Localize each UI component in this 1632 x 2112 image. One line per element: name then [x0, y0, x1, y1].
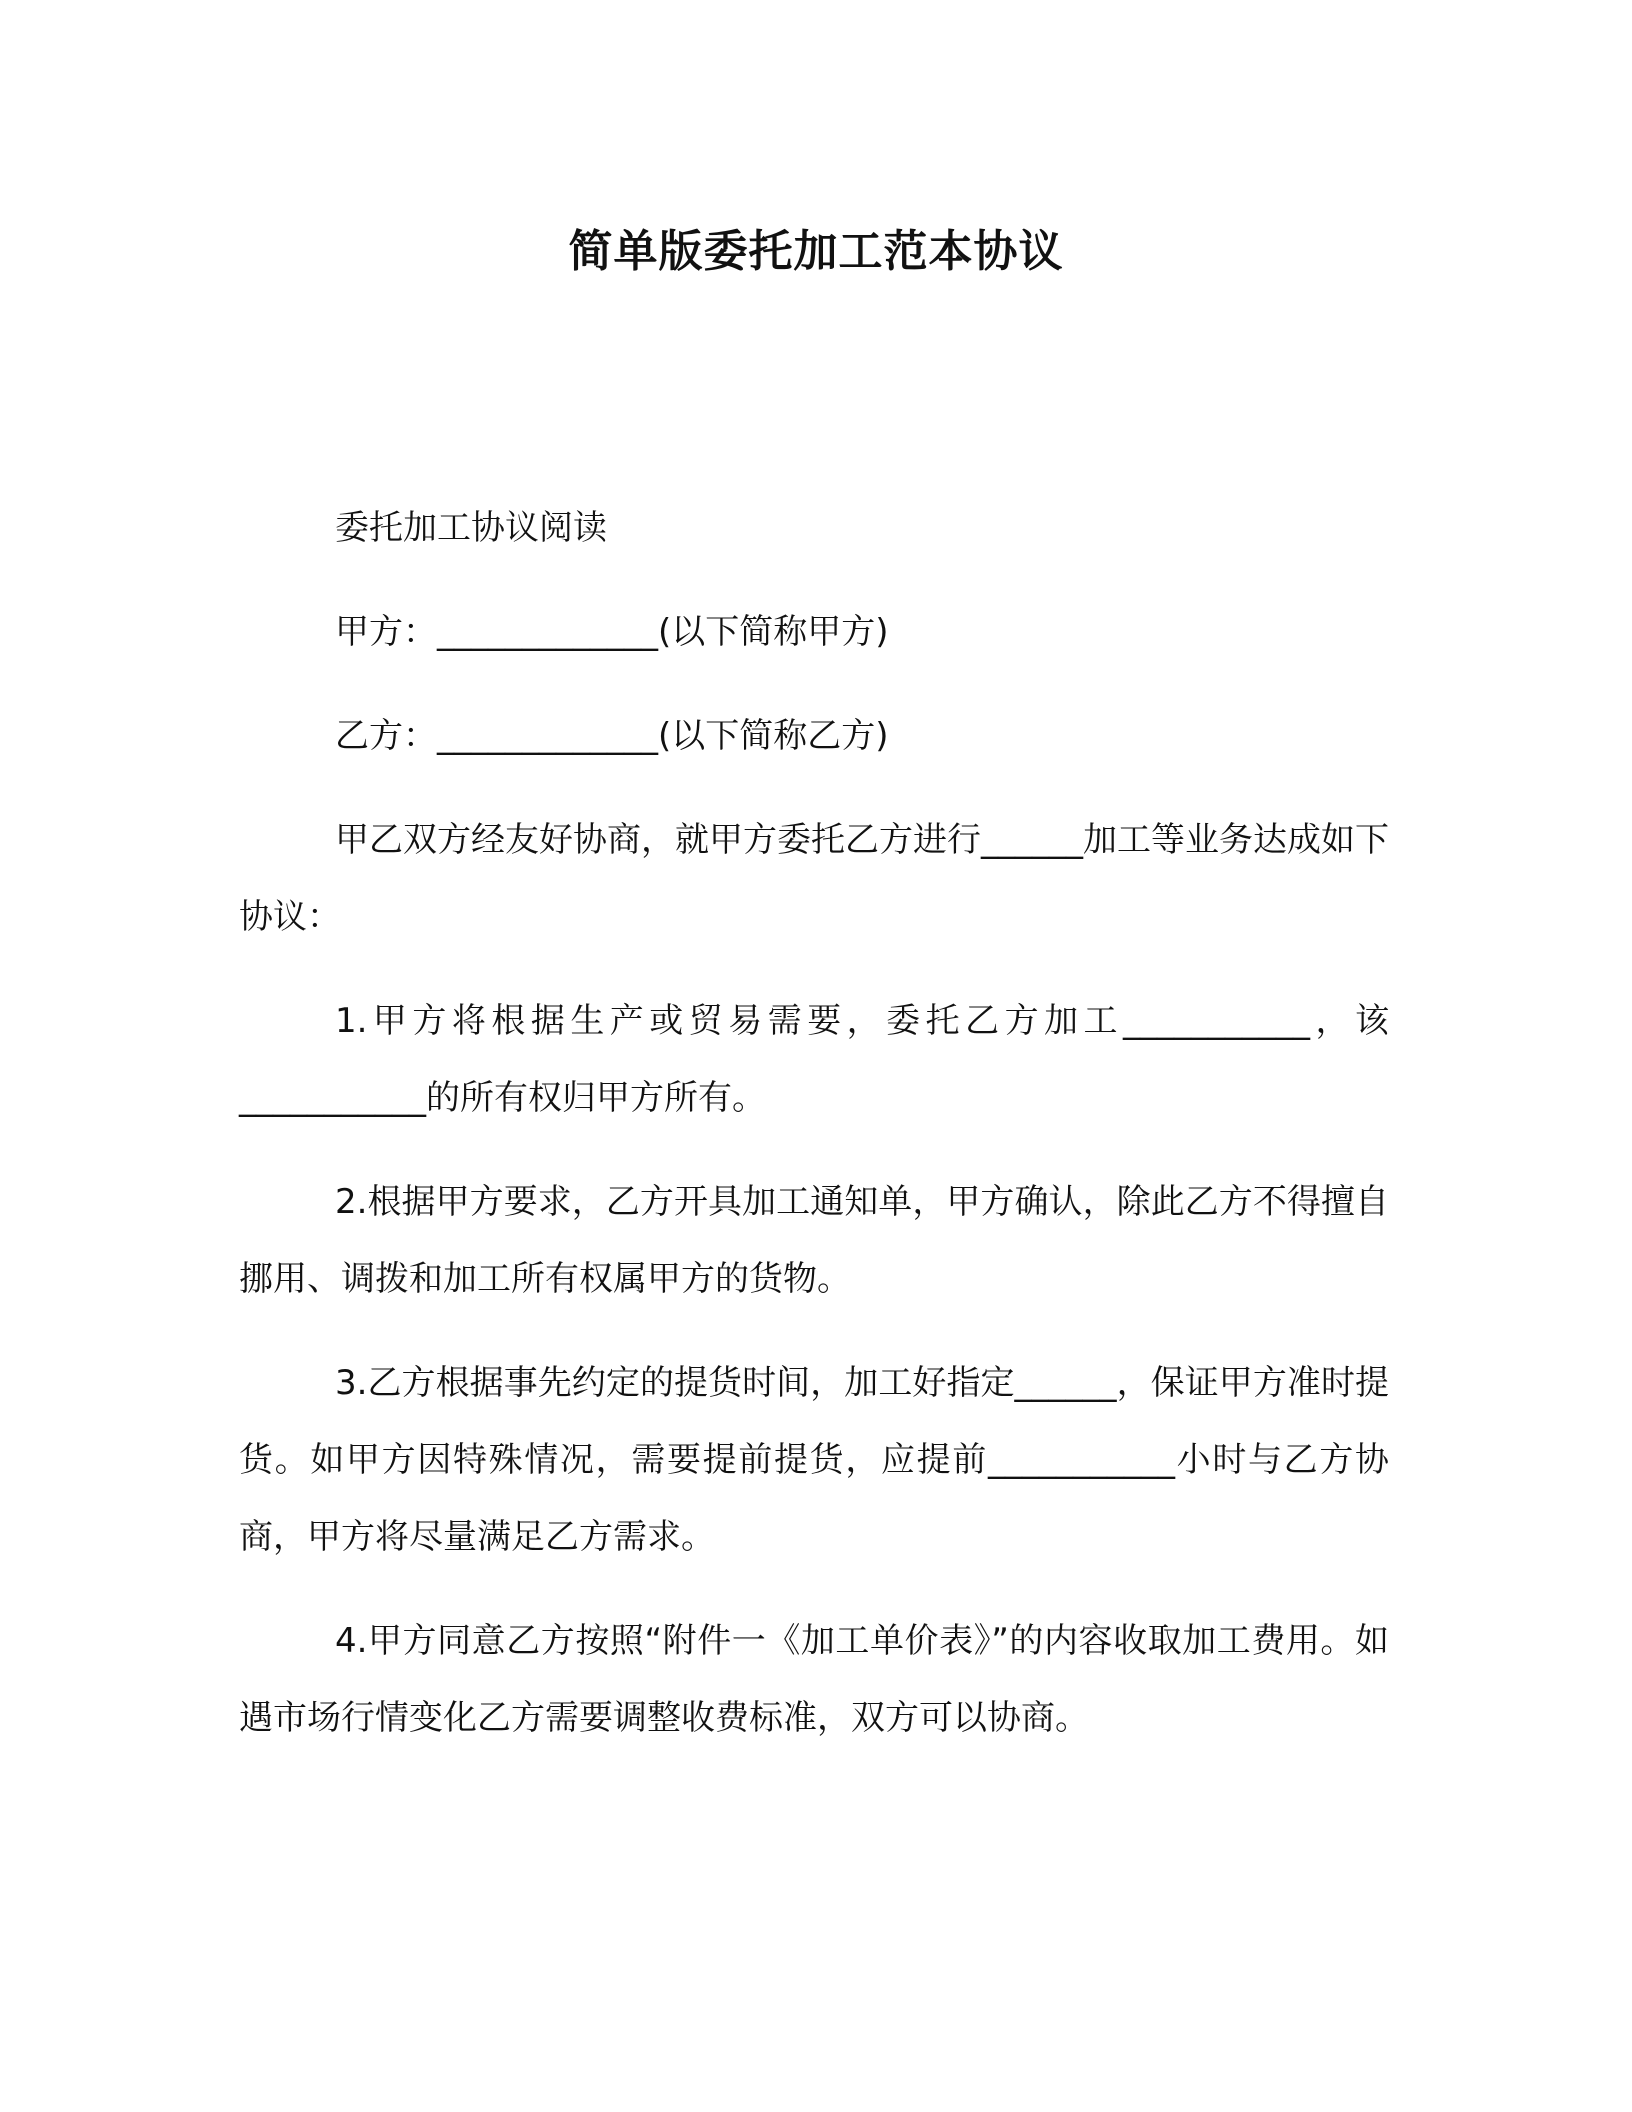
party-b-line: 乙方：_____________(以下简称乙方) — [335, 716, 889, 756]
clause-4: 4.甲方同意乙方按照“附件一《加工单价表》”的内容收取加工费用。如遇市场行情变化乙方需要调整收费标准，双方可以协商。 — [239, 1621, 1389, 1738]
subtitle-paragraph: 委托加工协议阅读 — [335, 508, 607, 548]
party-a-line: 甲方：_____________(以下简称甲方) — [335, 612, 889, 652]
document-body — [239, 490, 1389, 1784]
clause-1: 1.甲方将根据生产或贸易需要，委托乙方加工___________，该___________的所有权归甲方所有。 — [239, 1001, 1389, 1118]
document-title: 简单版委托加工范本协议 — [568, 226, 1064, 277]
clause-3: 3.乙方根据事先约定的提货时间，加工好指定______，保证甲方准时提货。如甲方因特殊情况，需要提前提货，应提前___________小时与乙方协商，甲方将尽量满足乙方需求。 — [239, 1363, 1389, 1557]
preamble-paragraph: 甲乙双方经友好协商，就甲方委托乙方进行______加工等业务达成如下协议： — [239, 820, 1389, 937]
clause-2: 2.根据甲方要求，乙方开具加工通知单，甲方确认，除此乙方不得擅自挪用、调拨和加工所有权属甲方的货物。 — [239, 1182, 1389, 1299]
